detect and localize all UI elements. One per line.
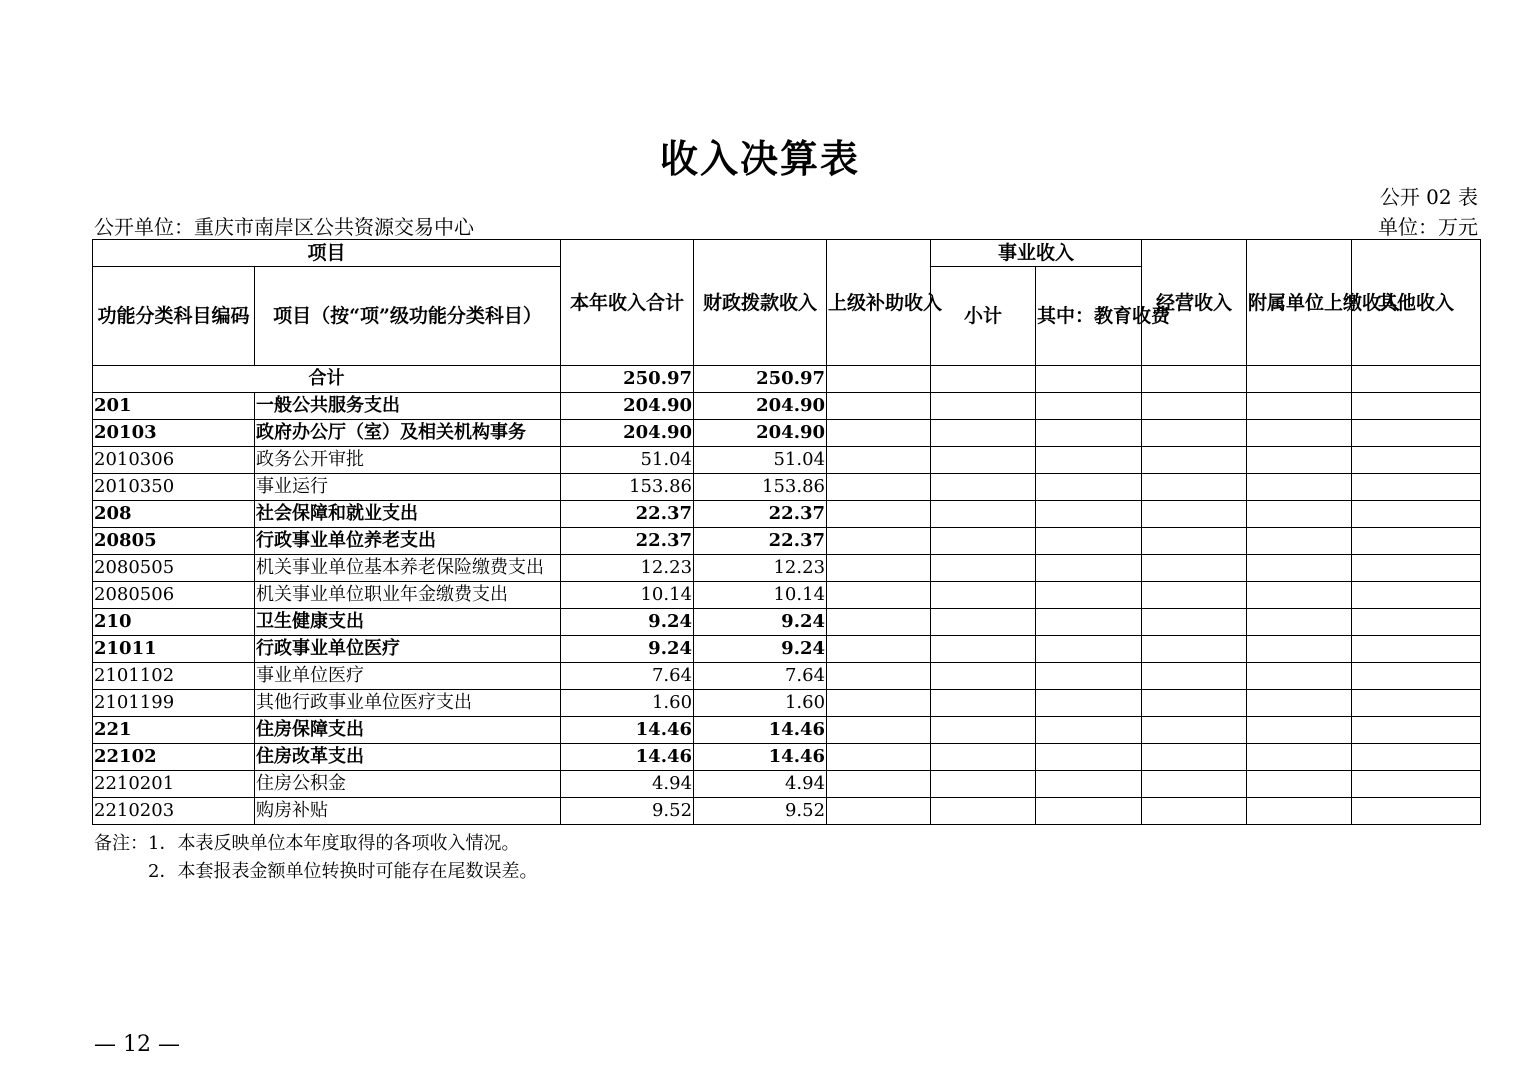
row-fiscal: 9.24 bbox=[694, 609, 827, 636]
header-project: 项目 bbox=[93, 240, 561, 267]
empty-cell bbox=[931, 636, 1036, 663]
note-2: 2．本套报表金额单位转换时可能存在尾数误差。 bbox=[148, 861, 538, 882]
row-code: 210 bbox=[93, 609, 255, 636]
empty-cell bbox=[1142, 636, 1247, 663]
empty-cell bbox=[1352, 771, 1481, 798]
empty-cell bbox=[827, 690, 931, 717]
row-code: 22102 bbox=[93, 744, 255, 771]
page-title: 收入决算表 bbox=[659, 136, 860, 181]
empty-cell bbox=[1352, 393, 1481, 420]
empty-cell bbox=[1142, 501, 1247, 528]
empty-cell bbox=[1247, 474, 1352, 501]
table-row bbox=[93, 447, 1481, 474]
table-row bbox=[93, 609, 1481, 636]
empty-cell bbox=[1142, 609, 1247, 636]
header-name: 项目（按“项”级功能分类科目） bbox=[255, 267, 561, 366]
empty-cell bbox=[931, 771, 1036, 798]
table-row bbox=[93, 690, 1481, 717]
empty-cell bbox=[827, 744, 931, 771]
total-row bbox=[93, 366, 1481, 393]
row-total: 51.04 bbox=[561, 447, 694, 474]
empty-cell bbox=[1036, 609, 1142, 636]
row-fiscal: 204.90 bbox=[694, 420, 827, 447]
row-fiscal: 14.46 bbox=[694, 744, 827, 771]
table-row bbox=[93, 744, 1481, 771]
empty-cell bbox=[1352, 501, 1481, 528]
row-total: 9.52 bbox=[561, 798, 694, 825]
empty-cell bbox=[1352, 582, 1481, 609]
form-number: 公开 02 表 bbox=[1379, 185, 1478, 209]
row-fiscal: 9.24 bbox=[694, 636, 827, 663]
empty-cell bbox=[827, 447, 931, 474]
empty-cell bbox=[1247, 690, 1352, 717]
empty-cell bbox=[827, 663, 931, 690]
empty-cell bbox=[1247, 636, 1352, 663]
row-fiscal: 22.37 bbox=[694, 528, 827, 555]
header-operating: 经营收入 bbox=[1142, 240, 1247, 366]
empty-cell bbox=[1142, 420, 1247, 447]
row-name: 行政事业单位养老支出 bbox=[255, 528, 561, 555]
row-name: 住房公积金 bbox=[255, 771, 561, 798]
header-row-1 bbox=[93, 240, 1481, 267]
row-code: 2080505 bbox=[93, 555, 255, 582]
empty-cell bbox=[1352, 663, 1481, 690]
row-name: 机关事业单位基本养老保险缴费支出 bbox=[255, 555, 561, 582]
row-fiscal: 9.52 bbox=[694, 798, 827, 825]
empty-cell bbox=[931, 717, 1036, 744]
table-row bbox=[93, 555, 1481, 582]
row-total: 4.94 bbox=[561, 771, 694, 798]
empty-cell bbox=[1247, 528, 1352, 555]
empty-cell bbox=[931, 555, 1036, 582]
row-code: 2101199 bbox=[93, 690, 255, 717]
row-total: 22.37 bbox=[561, 501, 694, 528]
empty-cell bbox=[931, 528, 1036, 555]
table-body bbox=[93, 393, 1481, 825]
table-row bbox=[93, 771, 1481, 798]
empty-cell bbox=[1036, 690, 1142, 717]
row-name: 住房保障支出 bbox=[255, 717, 561, 744]
empty-cell bbox=[827, 582, 931, 609]
empty-cell bbox=[1036, 663, 1142, 690]
empty-cell bbox=[1247, 555, 1352, 582]
row-total: 12.23 bbox=[561, 555, 694, 582]
empty-cell bbox=[1036, 501, 1142, 528]
empty-cell bbox=[827, 771, 931, 798]
row-fiscal: 51.04 bbox=[694, 447, 827, 474]
row-total: 14.46 bbox=[561, 717, 694, 744]
empty-cell bbox=[1247, 420, 1352, 447]
empty-cell bbox=[827, 501, 931, 528]
row-name: 事业运行 bbox=[255, 474, 561, 501]
empty-cell bbox=[1142, 447, 1247, 474]
empty-cell bbox=[1247, 744, 1352, 771]
row-name: 行政事业单位医疗 bbox=[255, 636, 561, 663]
empty-cell bbox=[827, 798, 931, 825]
row-total: 204.90 bbox=[561, 393, 694, 420]
page-number: — 12 — bbox=[94, 1032, 180, 1057]
empty-cell bbox=[1142, 393, 1247, 420]
row-total: 1.60 bbox=[561, 690, 694, 717]
empty-cell bbox=[1142, 663, 1247, 690]
empty-cell bbox=[1036, 528, 1142, 555]
header-total: 本年收入合计 bbox=[561, 240, 694, 366]
empty-cell bbox=[1142, 690, 1247, 717]
header-affiliate: 附属单位上缴收入 bbox=[1247, 240, 1352, 366]
row-name: 住房改革支出 bbox=[255, 744, 561, 771]
empty-cell bbox=[931, 582, 1036, 609]
empty-cell bbox=[1247, 609, 1352, 636]
row-code: 2210201 bbox=[93, 771, 255, 798]
row-total: 22.37 bbox=[561, 528, 694, 555]
empty-cell bbox=[1142, 798, 1247, 825]
empty-cell bbox=[827, 528, 931, 555]
row-fiscal: 204.90 bbox=[694, 393, 827, 420]
table-row bbox=[93, 420, 1481, 447]
empty-cell bbox=[1036, 798, 1142, 825]
row-total: 9.24 bbox=[561, 636, 694, 663]
row-name: 政府办公厅（室）及相关机构事务 bbox=[255, 420, 561, 447]
table-row bbox=[93, 717, 1481, 744]
row-name: 社会保障和就业支出 bbox=[255, 501, 561, 528]
table-row bbox=[93, 636, 1481, 663]
row-code: 201 bbox=[93, 393, 255, 420]
empty-cell bbox=[931, 798, 1036, 825]
row-code: 20805 bbox=[93, 528, 255, 555]
row-fiscal: 153.86 bbox=[694, 474, 827, 501]
empty-cell bbox=[1352, 717, 1481, 744]
empty-cell bbox=[827, 555, 931, 582]
row-code: 221 bbox=[93, 717, 255, 744]
empty-cell bbox=[931, 420, 1036, 447]
row-name: 事业单位医疗 bbox=[255, 663, 561, 690]
table-row bbox=[93, 501, 1481, 528]
total-fiscal: 250.97 bbox=[694, 366, 827, 393]
empty-cell bbox=[827, 393, 931, 420]
row-name: 购房补贴 bbox=[255, 798, 561, 825]
empty-cell bbox=[1142, 555, 1247, 582]
empty-cell bbox=[827, 420, 931, 447]
header-business: 事业收入 bbox=[931, 240, 1142, 267]
income-settlement-table bbox=[92, 239, 1481, 825]
empty-cell bbox=[1036, 636, 1142, 663]
empty-cell bbox=[931, 474, 1036, 501]
empty-cell bbox=[1142, 528, 1247, 555]
empty-cell bbox=[827, 717, 931, 744]
row-name: 政务公开审批 bbox=[255, 447, 561, 474]
row-total: 7.64 bbox=[561, 663, 694, 690]
empty-cell bbox=[1352, 690, 1481, 717]
empty-cell bbox=[1247, 771, 1352, 798]
row-fiscal: 10.14 bbox=[694, 582, 827, 609]
empty-cell bbox=[827, 636, 931, 663]
empty-cell bbox=[1142, 717, 1247, 744]
currency-unit: 单位：万元 bbox=[1378, 215, 1478, 239]
empty-cell bbox=[827, 609, 931, 636]
row-total: 10.14 bbox=[561, 582, 694, 609]
empty-cell bbox=[931, 609, 1036, 636]
row-code: 2210203 bbox=[93, 798, 255, 825]
row-fiscal: 4.94 bbox=[694, 771, 827, 798]
empty-cell bbox=[1352, 744, 1481, 771]
table-row bbox=[93, 393, 1481, 420]
empty-cell bbox=[931, 447, 1036, 474]
empty-cell bbox=[1247, 663, 1352, 690]
row-code: 21011 bbox=[93, 636, 255, 663]
header-code: 功能分类科目编码 bbox=[93, 267, 255, 366]
row-name: 一般公共服务支出 bbox=[255, 393, 561, 420]
row-name: 其他行政事业单位医疗支出 bbox=[255, 690, 561, 717]
empty-cell bbox=[1036, 447, 1142, 474]
empty-cell bbox=[1036, 717, 1142, 744]
row-fiscal: 12.23 bbox=[694, 555, 827, 582]
row-code: 2010306 bbox=[93, 447, 255, 474]
row-code: 2010350 bbox=[93, 474, 255, 501]
row-fiscal: 22.37 bbox=[694, 501, 827, 528]
empty-cell bbox=[931, 744, 1036, 771]
empty-cell bbox=[1142, 744, 1247, 771]
row-total: 9.24 bbox=[561, 609, 694, 636]
row-fiscal: 14.46 bbox=[694, 717, 827, 744]
header-other: 其他收入 bbox=[1352, 240, 1481, 366]
empty-cell bbox=[1142, 771, 1247, 798]
empty-cell bbox=[931, 501, 1036, 528]
empty-cell bbox=[1247, 798, 1352, 825]
table-row bbox=[93, 474, 1481, 501]
row-code: 208 bbox=[93, 501, 255, 528]
empty-cell bbox=[931, 393, 1036, 420]
empty-cell bbox=[1352, 420, 1481, 447]
row-code: 20103 bbox=[93, 420, 255, 447]
header-fiscal: 财政拨款收入 bbox=[694, 240, 827, 366]
header-superior: 上级补助收入 bbox=[827, 240, 931, 366]
empty-cell bbox=[931, 663, 1036, 690]
empty-cell bbox=[1036, 555, 1142, 582]
empty-cell bbox=[1036, 744, 1142, 771]
note-1: 备注：1．本表反映单位本年度取得的各项收入情况。 bbox=[94, 833, 520, 854]
empty-cell bbox=[1247, 501, 1352, 528]
empty-cell bbox=[1036, 474, 1142, 501]
empty-cell bbox=[1142, 582, 1247, 609]
header-subtotal: 小计 bbox=[931, 267, 1036, 366]
empty-cell bbox=[827, 474, 931, 501]
table-row bbox=[93, 582, 1481, 609]
empty-cell bbox=[1142, 474, 1247, 501]
empty-cell bbox=[1036, 582, 1142, 609]
row-total: 153.86 bbox=[561, 474, 694, 501]
empty-cell bbox=[1247, 582, 1352, 609]
empty-cell bbox=[1247, 447, 1352, 474]
empty-cell bbox=[1036, 393, 1142, 420]
row-name: 机关事业单位职业年金缴费支出 bbox=[255, 582, 561, 609]
row-total: 14.46 bbox=[561, 744, 694, 771]
reporting-unit: 公开单位：重庆市南岸区公共资源交易中心 bbox=[94, 215, 474, 239]
empty-cell bbox=[1352, 798, 1481, 825]
table-row bbox=[93, 528, 1481, 555]
row-name: 卫生健康支出 bbox=[255, 609, 561, 636]
table-row bbox=[93, 663, 1481, 690]
empty-cell bbox=[1036, 420, 1142, 447]
empty-cell bbox=[1352, 609, 1481, 636]
row-fiscal: 7.64 bbox=[694, 663, 827, 690]
total-income: 250.97 bbox=[561, 366, 694, 393]
row-code: 2080506 bbox=[93, 582, 255, 609]
empty-cell bbox=[1247, 717, 1352, 744]
empty-cell bbox=[1352, 636, 1481, 663]
empty-cell bbox=[931, 690, 1036, 717]
empty-cell bbox=[1352, 474, 1481, 501]
empty-cell bbox=[1036, 771, 1142, 798]
empty-cell bbox=[1352, 555, 1481, 582]
row-total: 204.90 bbox=[561, 420, 694, 447]
total-label: 合计 bbox=[93, 366, 561, 393]
row-fiscal: 1.60 bbox=[694, 690, 827, 717]
table-row bbox=[93, 798, 1481, 825]
empty-cell bbox=[1247, 393, 1352, 420]
row-code: 2101102 bbox=[93, 663, 255, 690]
empty-cell bbox=[1352, 447, 1481, 474]
empty-cell bbox=[1352, 528, 1481, 555]
header-edu: 其中：教育收费 bbox=[1036, 267, 1142, 366]
